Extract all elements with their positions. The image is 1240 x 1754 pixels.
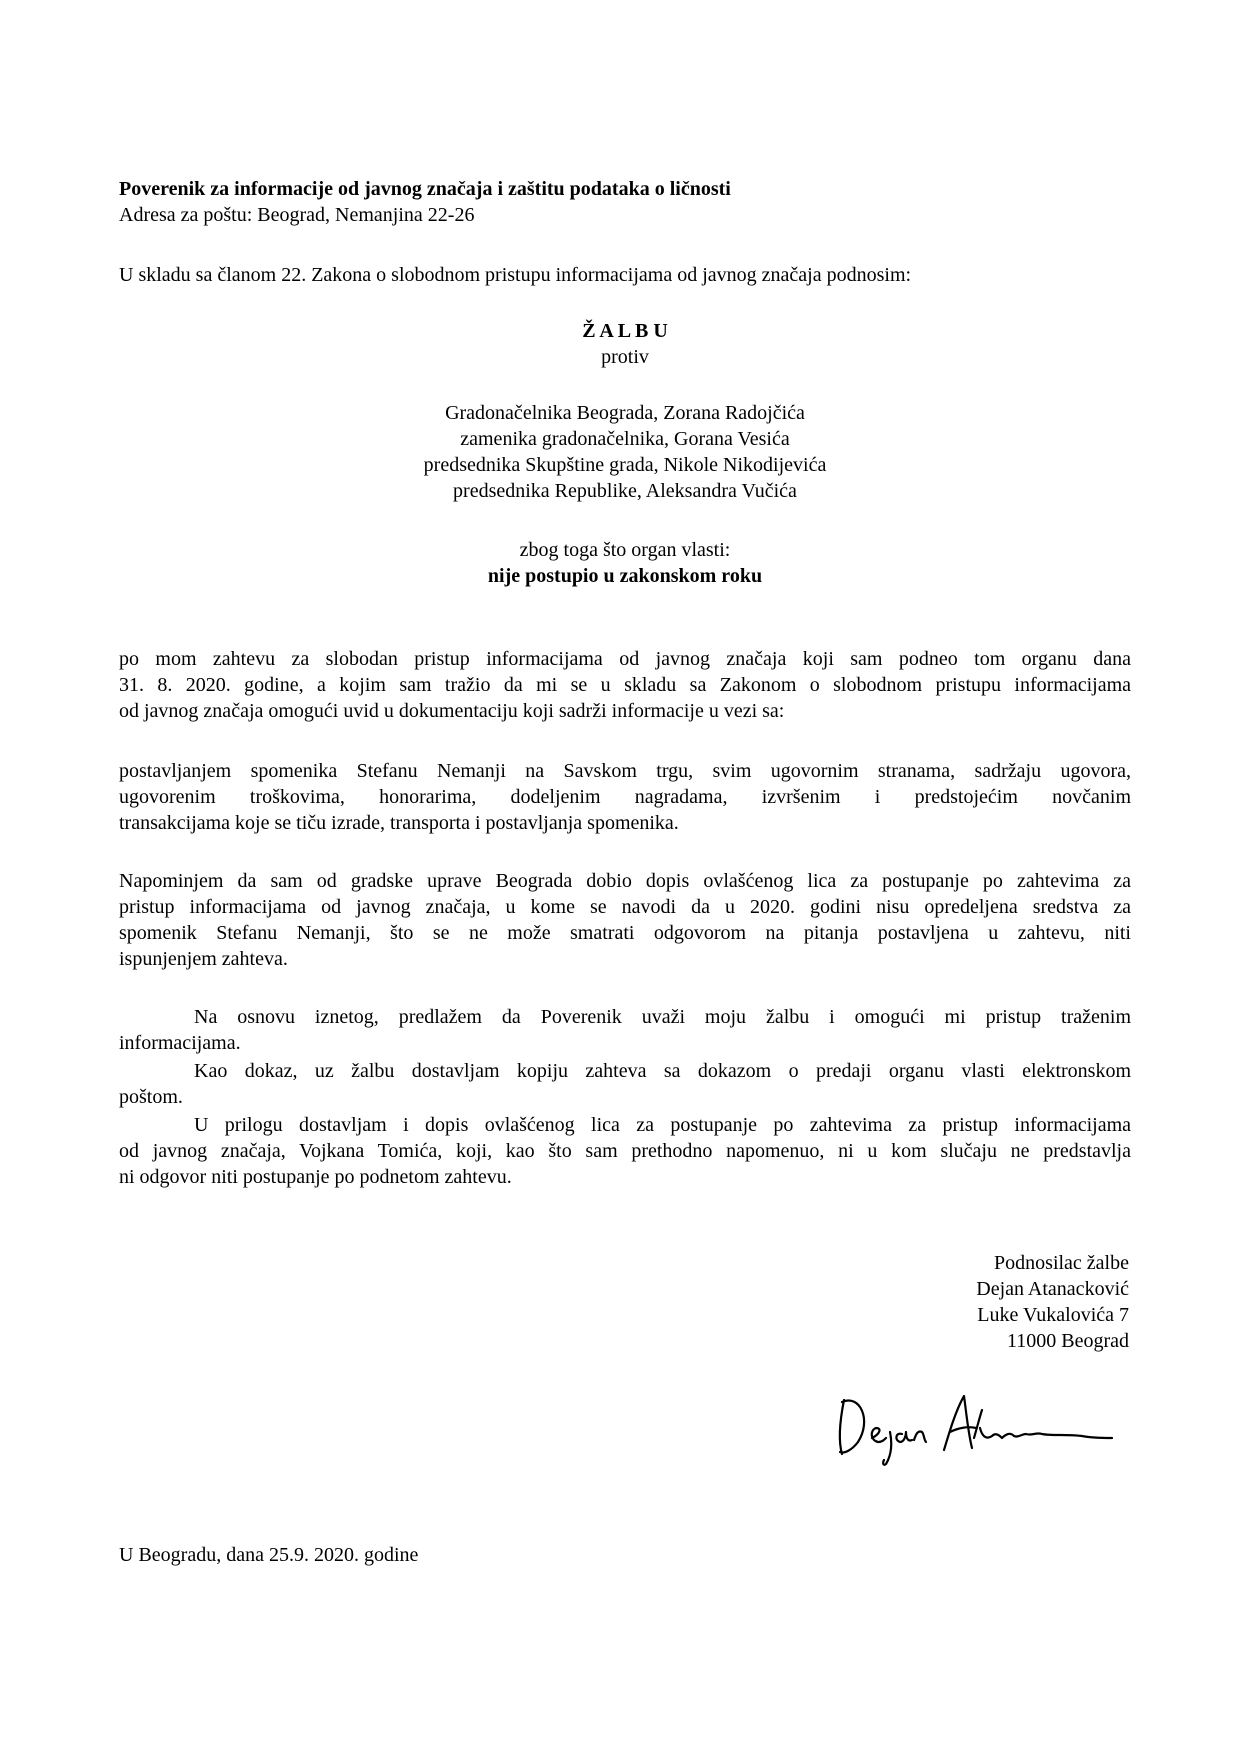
respondent: predsednika Republike, Aleksandra Vučića bbox=[453, 480, 797, 502]
paragraph-line: Na osnovu iznetog, predlažem da Poverenik uvaži moju žalbu i omogući mi pristup traženim bbox=[194, 1006, 1131, 1028]
paragraph-line: ugovorenim troškovima, honorarima, dodeljenim nagradama, izvršenim i predstojećim novčanim bbox=[119, 786, 1131, 808]
paragraph-line: od javnog značaja omogući uvid u dokumentaciju koji sadrži informacije u vezi sa: bbox=[119, 700, 785, 722]
paragraph-line: od javnog značaja, Vojkana Tomića, koji, kao što sam prethodno napomenuo, ni u kom slučaju ne predstavlja bbox=[119, 1140, 1131, 1162]
respondent: zamenika gradonačelnika, Gorana Vesića bbox=[460, 428, 790, 450]
paragraph-line: informacijama. bbox=[119, 1032, 241, 1054]
respondent: predsednika Skupštine grada, Nikole Nikodijevića bbox=[423, 454, 827, 476]
sender-city: 11000 Beograd bbox=[1006, 1330, 1129, 1352]
place-date-text: U Beogradu, dana 25.9. 2020. godine bbox=[119, 1544, 419, 1566]
handwritten-signature bbox=[826, 1380, 1126, 1470]
paragraph-request bbox=[119, 646, 1131, 724]
paragraph-line: po mom zahtevu za slobodan pristup informacijama od javnog značaja koji sam podneo tom organu dana bbox=[119, 648, 1131, 670]
paragraph-line: transakcijama koje se tiču izrade, transporta i postavljanja spomenika. bbox=[119, 812, 679, 834]
reason-bold: nije postupio u zakonskom roku bbox=[487, 565, 763, 587]
paragraph-line: Kao dokaz, uz žalbu dostavljam kopiju zahteva sa dokazom o predaji organu vlasti elektronskom bbox=[194, 1060, 1131, 1082]
recipient-header bbox=[119, 176, 1131, 228]
sender-street: Luke Vukalovića 7 bbox=[977, 1304, 1129, 1326]
sender-role: Podnosilac žalbe bbox=[994, 1252, 1129, 1274]
recipient-name: Poverenik za informacije od javnog značaja i zaštitu podataka o ličnosti bbox=[119, 178, 731, 200]
recipient-address: Adresa za poštu: Beograd, Nemanjina 22-26 bbox=[119, 204, 475, 226]
paragraph-subject bbox=[119, 758, 1131, 836]
reason-lead: zbog toga što organ vlasti: bbox=[519, 539, 731, 561]
title-main: Ž A L B U bbox=[582, 320, 668, 342]
paragraph-evidence bbox=[119, 1058, 1131, 1110]
title-sub: protiv bbox=[601, 346, 649, 368]
paragraph-proposal bbox=[119, 1004, 1131, 1056]
paragraph-line: Napominjem da sam od gradske uprave Beograda dobio dopis ovlašćenog lica za postupanje po zahtevima za bbox=[119, 870, 1131, 892]
paragraph-line: pristup informacijama od javnog značaja, u kome se navodi da u 2020. godini nisu opredeljena sredstva za bbox=[119, 896, 1131, 918]
paragraph-line: spomenik Stefanu Nemanji, što se ne može smatrati odgovorom na pitanja postavljena u zahtevu, niti bbox=[119, 922, 1131, 944]
sender-name: Dejan Atanacković bbox=[976, 1278, 1129, 1300]
paragraph-line: U prilogu dostavljam i dopis ovlašćenog lica za postupanje po zahtevima za pristup informacijama bbox=[194, 1114, 1131, 1136]
document-title bbox=[119, 318, 1131, 370]
respondents-list bbox=[119, 400, 1131, 504]
paragraph-line: ispunjenjem zahteva. bbox=[119, 948, 288, 970]
paragraph-line: postavljanjem spomenika Stefanu Nemanji na Savskom trgu, svim ugovornim stranama, sadržaju ugovora, bbox=[119, 760, 1131, 782]
paragraph-line: ni odgovor niti postupanje po podnetom zahtevu. bbox=[119, 1166, 512, 1188]
paragraph-note bbox=[119, 868, 1131, 972]
footer-place-date bbox=[119, 1542, 1131, 1568]
sender-block bbox=[976, 1250, 1129, 1354]
respondent: Gradonačelnika Beograda, Zorana Radojčića bbox=[445, 402, 805, 424]
intro-line bbox=[119, 262, 1131, 288]
paragraph-line: 31. 8. 2020. godine, a kojim sam tražio da mi se u skladu sa Zakonom o slobodnom pristupu informacijama bbox=[119, 674, 1131, 696]
reason-block bbox=[119, 537, 1131, 589]
paragraph-line: poštom. bbox=[119, 1086, 183, 1108]
paragraph-attachment bbox=[119, 1112, 1131, 1190]
intro-text: U skladu sa članom 22. Zakona o slobodnom pristupu informacijama od javnog značaja podnosim: bbox=[119, 264, 912, 286]
